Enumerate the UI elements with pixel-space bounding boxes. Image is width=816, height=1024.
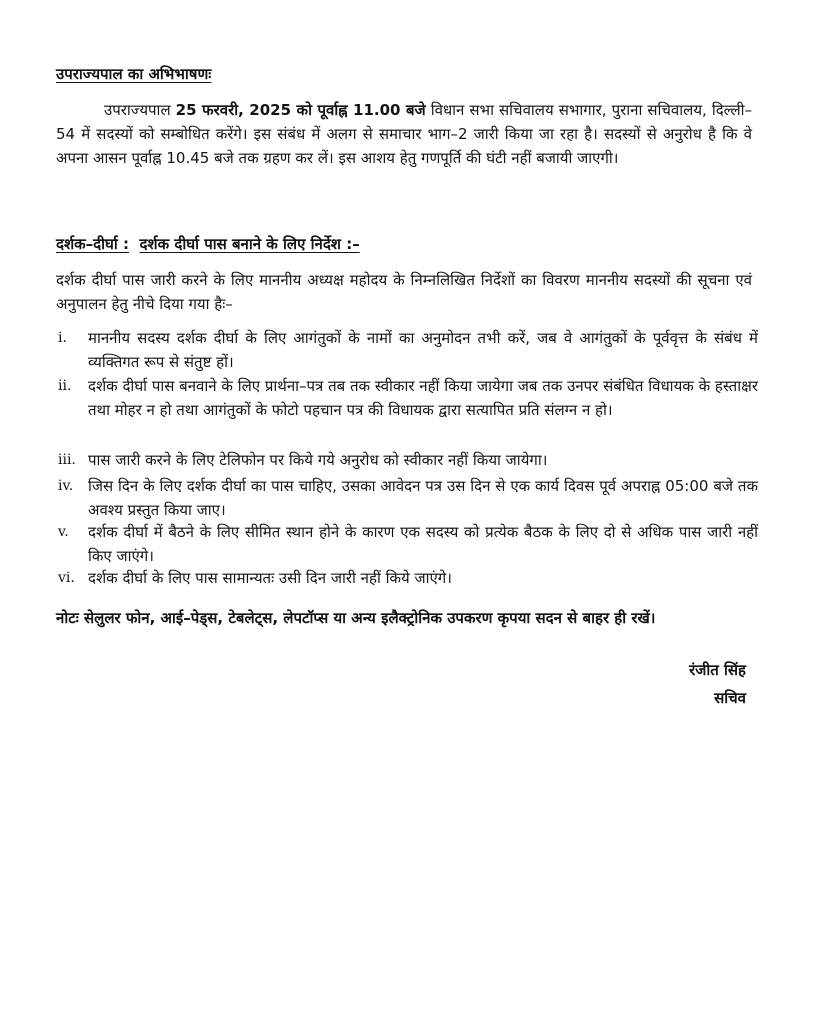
list-item	[58, 474, 758, 522]
signatory-designation: सचिव	[714, 689, 746, 707]
list-item-text: पास जारी करने के लिए टेलिफोन पर किये गये अनुरोध को स्वीकार नहीं किया जायेगा।	[88, 451, 548, 469]
gallery-title: दर्शक दीर्घा पास बनाने के लिए निर्देश :–	[139, 235, 360, 253]
list-item	[58, 520, 758, 568]
list-item-text: दर्शक दीर्घा के लिए पास सामान्यतः उसी दिन जारी नहीं किये जाएंगे।	[88, 569, 452, 587]
gallery-intro-paragraph: दर्शक दीर्घा पास जारी करने के लिए माननीय अध्यक्ष महोदय के निम्नलिखित निर्देशों का विवरण माननीय सदस्यों की सूचना एवं अनुपालन हेतु नीचे दिया गया हैः–	[56, 271, 752, 313]
section-heading-gallery	[56, 232, 756, 256]
list-item-number: v.	[58, 524, 69, 540]
list-item	[58, 566, 758, 590]
signatory-name: रंजीत सिंह	[689, 661, 746, 679]
list-item	[58, 326, 758, 374]
list-item	[58, 448, 758, 472]
list-item	[58, 374, 758, 422]
list-item-number: vi.	[58, 570, 75, 586]
list-item-text: दर्शक दीर्घा पास बनवाने के लिए प्रार्थना–पत्र तब तक स्वीकार नहीं किया जायेगा जब तक उनपर संबंधित विधायक के हस्ताक्षर तथा मोहर न हो तथा आगंतुकों के फोटो पहचान पत्र की विधायक द्वारा सत्यापित प्रति संलग्न न हो।	[88, 377, 758, 419]
list-item-text: जिस दिन के लिए दर्शक दीर्घा का पास चाहिए, उसका आवेदन पत्र उस दिन से एक कार्य दिवस पूर्व अपराह्न 05:00 बजे तक अवश्य प्रस्तुत किया जाए।	[88, 477, 758, 519]
list-item-text: दर्शक दीर्घा में बैठने के लिए सीमित स्थान होने के कारण एक सदस्य को प्रत्येक बैठक के लिए दो से अधिक पास जारी नहीं किए जाएंगे।	[88, 523, 758, 565]
list-item-number: iii.	[58, 452, 76, 468]
address-text-rest: विधान सभा सचिवालय सभागार, पुराना सचिवालय, दिल्ली–54 में सदस्यों को सम्बोधित करेंगे। इस संबंध में अलग से समाचार भाग–2 जारी किया जा रहा है। सदस्यों से अनुरोध है कि वे अपना आसन पूर्वाह्न 10.45 बजे तक ग्रहण कर लें। इस आशय हेतु गणपूर्ति की घंटी नहीं बजायी जाएगी।	[56, 101, 752, 167]
note-text: नोटः सेलुलर फोन, आई–पेड्स, टेबलेट्स, लेपटॉप्स या अन्य इलैक्ट्रोनिक उपकरण कृपया सदन से बाहर ही रखें।	[56, 609, 656, 627]
list-item-number: iv.	[58, 478, 74, 494]
address-paragraph	[56, 98, 752, 170]
address-text-start: उपराज्यपाल	[104, 101, 176, 119]
list-item-text: माननीय सदस्य दर्शक दीर्घा के लिए आगंतुकों के नामों का अनुमोदन तभी करें, जब वे आगंतुकों के पूर्ववृत्त के संबंध में व्यक्तिगत रूप से संतुष्ट हों।	[88, 329, 758, 371]
list-item-number: i.	[58, 330, 67, 346]
gallery-label: दर्शक–दीर्घा :	[56, 235, 130, 253]
address-date-time: 25 फरवरी, 2025 को पूर्वाह्न 11.00 बजे	[175, 101, 426, 119]
section-heading-address: उपराज्यपाल का अभिभाषणः	[56, 65, 212, 83]
list-item-number: ii.	[58, 378, 72, 394]
